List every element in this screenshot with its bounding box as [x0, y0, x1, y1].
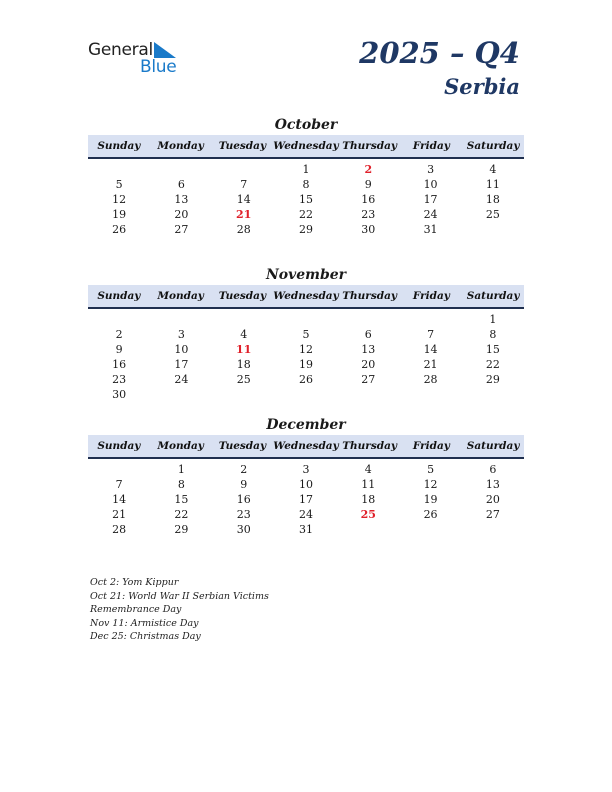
- day-cell: 23: [112, 373, 127, 386]
- weekday-label: Tuesday: [218, 290, 267, 302]
- day-cell: 13: [485, 478, 500, 491]
- day-cell: 21: [112, 508, 127, 521]
- month-december: [88, 415, 524, 537]
- day-grid: [88, 462, 524, 537]
- day-cell: 17: [298, 493, 313, 506]
- day-cell: 7: [427, 328, 435, 341]
- weekday-label: Saturday: [466, 140, 520, 152]
- weekday-label: Thursday: [342, 290, 397, 302]
- day-cell: 29: [298, 223, 313, 236]
- day-cell: 11: [361, 478, 376, 491]
- day-cell: 19: [423, 493, 438, 506]
- day-cell: 12: [298, 343, 313, 356]
- day-cell: 1: [489, 313, 497, 326]
- day-cell: 27: [174, 223, 189, 236]
- logo-flag-icon: [154, 42, 176, 58]
- weekday-label: Monday: [157, 290, 204, 302]
- day-cell: 22: [485, 358, 500, 371]
- day-cell: 5: [115, 178, 123, 191]
- day-cell: 29: [174, 523, 189, 536]
- weekday-label: Monday: [157, 440, 204, 452]
- day-cell: 6: [364, 328, 372, 341]
- day-cell: 10: [174, 343, 189, 356]
- logo: [88, 40, 188, 80]
- day-cell: 11: [485, 178, 500, 191]
- day-cell: 3: [302, 463, 310, 476]
- day-cell: 9: [115, 343, 123, 356]
- weekday-label: Monday: [157, 140, 204, 152]
- day-cell: 12: [112, 193, 127, 206]
- weekday-label: Friday: [412, 140, 450, 152]
- day-cell: 28: [423, 373, 438, 386]
- day-cell: [88, 312, 150, 327]
- day-cell: [150, 312, 212, 327]
- holiday-note: Oct 2: Yom Kippur: [90, 577, 179, 588]
- weekday-label: Friday: [412, 290, 450, 302]
- day-cell: 4: [489, 163, 497, 176]
- month-name: October: [274, 117, 338, 133]
- day-cell: 2: [115, 328, 123, 341]
- day-cell: 26: [112, 223, 127, 236]
- day-cell: 8: [302, 178, 310, 191]
- day-cell: [337, 312, 399, 327]
- holiday-day-cell: 11: [236, 343, 252, 356]
- day-cell: 5: [427, 463, 435, 476]
- day-cell: 2: [240, 463, 248, 476]
- day-cell: [399, 312, 461, 327]
- weekday-label: Sunday: [97, 290, 141, 302]
- day-cell: 20: [361, 358, 376, 371]
- day-cell: [88, 462, 150, 477]
- page-title: 2025 – Q4: [359, 36, 520, 70]
- weekday-label: Tuesday: [218, 140, 267, 152]
- day-cell: 8: [177, 478, 185, 491]
- weekday-label: Sunday: [97, 440, 141, 452]
- day-cell: 22: [298, 208, 313, 221]
- day-cell: 4: [364, 463, 372, 476]
- weekday-label: Wednesday: [273, 440, 339, 452]
- day-cell: 1: [177, 463, 185, 476]
- day-cell: 13: [174, 193, 189, 206]
- day-cell: 22: [174, 508, 189, 521]
- weekday-label: Thursday: [342, 140, 397, 152]
- month-name: November: [265, 267, 347, 283]
- day-cell: 15: [485, 343, 500, 356]
- weekday-label: Sunday: [97, 140, 141, 152]
- day-cell: 3: [177, 328, 185, 341]
- day-cell: 15: [174, 493, 189, 506]
- day-cell: 26: [423, 508, 438, 521]
- day-cell: [275, 312, 337, 327]
- day-cell: 14: [423, 343, 438, 356]
- holiday-notes: [90, 576, 330, 644]
- holiday-note: Dec 25: Christmas Day: [90, 631, 201, 642]
- day-cell: 17: [423, 193, 438, 206]
- day-cell: 16: [236, 493, 251, 506]
- day-cell: 10: [298, 478, 313, 491]
- logo-text-blue: Blue: [140, 57, 177, 77]
- weekday-header: [88, 135, 524, 159]
- day-cell: 31: [423, 223, 438, 236]
- day-grid: [88, 162, 524, 237]
- month-name: December: [266, 417, 346, 433]
- day-cell: 6: [489, 463, 497, 476]
- holiday-day-cell: 25: [360, 508, 376, 521]
- day-cell: 25: [236, 373, 251, 386]
- weekday-label: Wednesday: [273, 290, 339, 302]
- day-cell: 15: [298, 193, 313, 206]
- day-cell: 1: [302, 163, 310, 176]
- day-cell: 20: [174, 208, 189, 221]
- weekday-label: Saturday: [466, 290, 520, 302]
- month-october: [88, 115, 524, 237]
- day-cell: 19: [298, 358, 313, 371]
- day-cell: 24: [174, 373, 189, 386]
- weekday-label: Wednesday: [273, 140, 339, 152]
- day-cell: 30: [361, 223, 376, 236]
- day-cell: 30: [236, 523, 251, 536]
- day-cell: 7: [240, 178, 248, 191]
- day-cell: 14: [236, 193, 251, 206]
- page-subtitle: Serbia: [444, 74, 520, 99]
- day-cell: 26: [298, 373, 313, 386]
- day-cell: [88, 162, 150, 177]
- day-cell: 28: [112, 523, 127, 536]
- day-cell: [213, 312, 275, 327]
- day-cell: 19: [112, 208, 127, 221]
- day-cell: 24: [298, 508, 313, 521]
- day-cell: 17: [174, 358, 189, 371]
- day-cell: 25: [485, 208, 500, 221]
- day-cell: 18: [485, 193, 500, 206]
- day-cell: 18: [361, 493, 376, 506]
- day-cell: 9: [240, 478, 248, 491]
- day-cell: 13: [361, 343, 376, 356]
- day-cell: 30: [112, 388, 127, 401]
- day-cell: 29: [485, 373, 500, 386]
- day-cell: 24: [423, 208, 438, 221]
- day-cell: 5: [302, 328, 310, 341]
- day-cell: 18: [236, 358, 251, 371]
- day-cell: 27: [361, 373, 376, 386]
- weekday-label: Thursday: [342, 440, 397, 452]
- day-cell: 4: [240, 328, 248, 341]
- day-cell: 12: [423, 478, 438, 491]
- day-cell: [150, 162, 212, 177]
- holiday-day-cell: 21: [236, 208, 252, 221]
- weekday-label: Tuesday: [218, 440, 267, 452]
- month-november: [88, 265, 524, 402]
- day-cell: 14: [112, 493, 127, 506]
- weekday-label: Saturday: [466, 440, 520, 452]
- logo-text-general: General: [88, 40, 153, 60]
- day-cell: 8: [489, 328, 497, 341]
- day-cell: 16: [112, 358, 127, 371]
- day-cell: [213, 162, 275, 177]
- day-cell: 23: [236, 508, 251, 521]
- weekday-label: Friday: [412, 440, 450, 452]
- day-cell: 3: [427, 163, 435, 176]
- day-cell: 10: [423, 178, 438, 191]
- holiday-day-cell: 2: [364, 163, 373, 176]
- day-cell: 21: [423, 358, 438, 371]
- day-cell: 16: [361, 193, 376, 206]
- weekday-header: [88, 435, 524, 459]
- holiday-note: Nov 11: Armistice Day: [90, 617, 199, 629]
- day-cell: 31: [298, 523, 313, 536]
- day-cell: 27: [485, 508, 500, 521]
- day-cell: 28: [236, 223, 251, 236]
- day-cell: 7: [115, 478, 123, 491]
- day-grid: [88, 312, 524, 402]
- day-cell: 9: [364, 178, 372, 191]
- weekday-header: [88, 285, 524, 309]
- day-cell: 6: [177, 178, 185, 191]
- holiday-note: Oct 21: World War II Serbian Victims Remembrance Day: [90, 590, 269, 615]
- day-cell: 23: [361, 208, 376, 221]
- day-cell: 20: [485, 493, 500, 506]
